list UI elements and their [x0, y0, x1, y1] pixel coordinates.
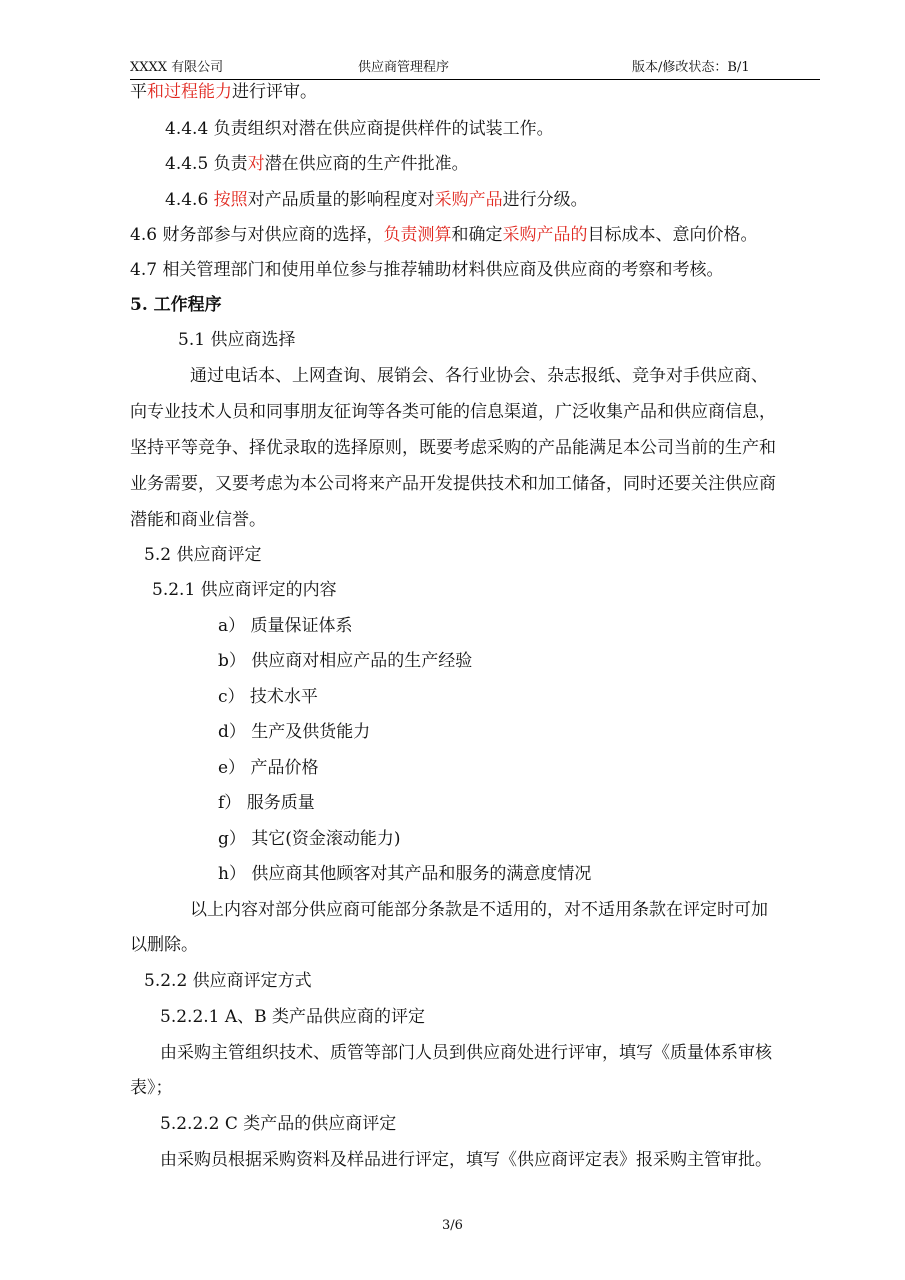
header-version: 版本/修改状态：B/1 [632, 60, 750, 75]
paragraph-line: 由采购主管组织技术、质管等部门人员到供应商处进行评审，填写《质量体系审核 [160, 1043, 772, 1063]
text-segment: 对产品质量的影响程度对 [247, 190, 435, 210]
paragraph-line: 潜能和商业信誉。 [130, 510, 266, 530]
subsection-heading: 5.2.2.1 A、B 类产品供应商的评定 [160, 1007, 426, 1027]
highlight-text: 和过程能力 [147, 82, 232, 102]
subsection-heading: 5.2 供应商评定 [144, 545, 262, 565]
text-line [130, 223, 757, 247]
text-segment: 进行分级。 [502, 190, 588, 210]
list-item: e） 产品价格 [218, 758, 319, 778]
paragraph-line: 向专业技术人员和同事朋友征询等各类可能的信息渠道，广泛收集产品和供应商信息， [130, 402, 776, 422]
page-header [130, 59, 820, 80]
text-line [165, 152, 469, 176]
list-item: h） 供应商其他顾客对其产品和服务的满意度情况 [218, 864, 592, 884]
header-company: XXXX 有限公司 [130, 60, 224, 75]
text-segment: 平 [130, 82, 147, 102]
paragraph-line: 由采购员根据采购资料及样品进行评定，填写《供应商评定表》报采购主管审批。 [160, 1150, 772, 1170]
paragraph-line: 坚持平等竞争、择优录取的选择原则，既要考虑采购的产品能满足本公司当前的生产和 [130, 438, 776, 458]
text-line: 4.4.4 负责组织对潜在供应商提供样件的试装工作。 [165, 119, 554, 139]
subsection-heading: 5.2.2.2 C 类产品的供应商评定 [160, 1114, 397, 1134]
text-segment: 4.6 财务部参与对供应商的选择， [130, 225, 384, 245]
subsection-heading: 5.2.2 供应商评定方式 [144, 971, 312, 991]
text-segment: 目标成本、意向价格。 [587, 225, 758, 245]
text-segment: 4.4.6 [165, 190, 214, 210]
subsection-heading: 5.2.1 供应商评定的内容 [152, 580, 337, 600]
paragraph-line: 以删除。 [130, 935, 198, 955]
subsection-heading: 5.1 供应商选择 [178, 330, 296, 350]
text-segment: 和确定 [451, 225, 503, 245]
text-line [165, 188, 588, 212]
list-item: a） 质量保证体系 [218, 616, 353, 636]
highlight-text: 对 [247, 154, 265, 174]
highlight-text: 负责测算 [383, 225, 452, 245]
list-item: f） 服务质量 [218, 793, 315, 813]
highlight-text: 按照 [213, 190, 248, 210]
paragraph-line: 以上内容对部分供应商可能部分条款是不适用的，对不适用条款在评定时可加 [190, 900, 768, 920]
section-heading: 5. 工作程序 [130, 295, 222, 315]
text-segment: 4.4.5 负责 [165, 154, 248, 174]
paragraph-line: 业务需要，又要考虑为本公司将来产品开发提供技术和加工储备，同时还要关注供应商 [130, 474, 776, 494]
highlight-text: 采购产品的 [502, 225, 588, 245]
paragraph-line: 通过电话本、上网查询、展销会、各行业协会、杂志报纸、竞争对手供应商、 [190, 366, 768, 386]
list-item: d） 生产及供货能力 [218, 722, 371, 742]
list-item: c） 技术水平 [218, 687, 318, 707]
text-segment: 潜在供应商的生产件批准。 [264, 154, 469, 174]
list-item: g） 其它(资金滚动能力) [218, 829, 401, 849]
header-doc-title: 供应商管理程序 [358, 60, 450, 75]
text-segment: 进行评审。 [232, 82, 317, 102]
text-line: 4.7 相关管理部门和使用单位参与推荐辅助材料供应商及供应商的考察和考核。 [130, 260, 724, 280]
highlight-text: 采购产品 [434, 190, 503, 210]
text-line [130, 80, 317, 104]
page-number: 3/6 [442, 1218, 463, 1233]
list-item: b） 供应商对相应产品的生产经验 [218, 651, 473, 671]
paragraph-line: 表》； [130, 1078, 173, 1098]
